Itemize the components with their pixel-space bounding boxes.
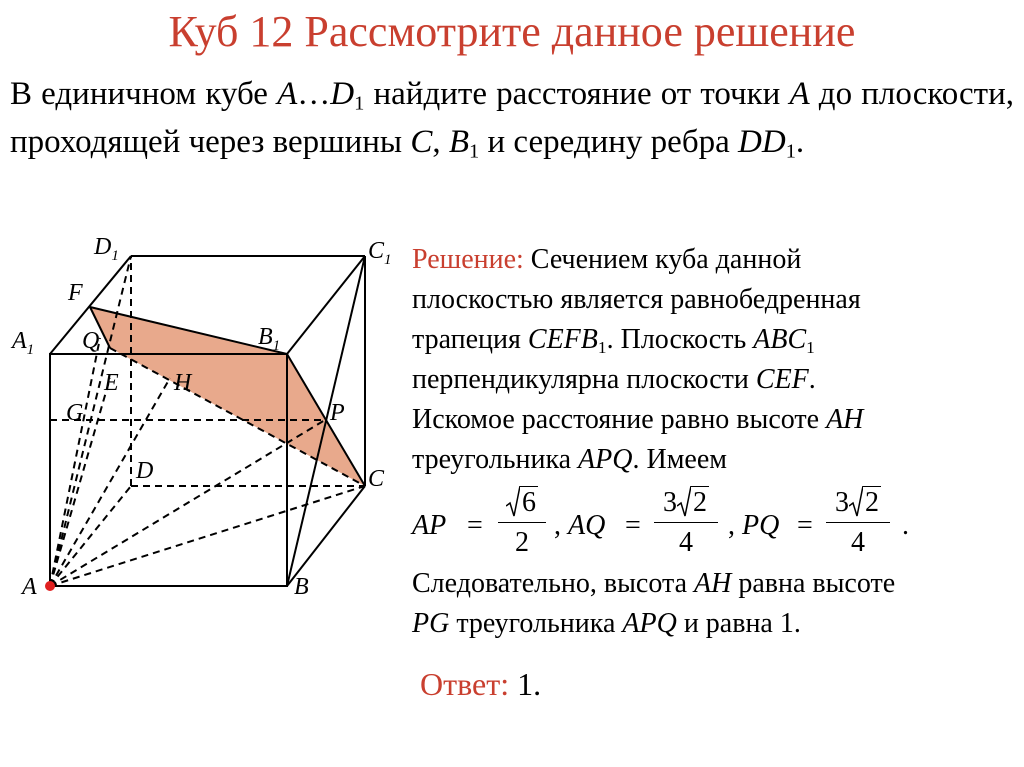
solution-line: плоскостью является равнобедренная bbox=[412, 284, 861, 315]
page-title: Куб 12 Рассмотрите данное решение bbox=[168, 7, 856, 56]
label-c1: $C_1$ bbox=[368, 238, 392, 268]
sqrt bbox=[849, 484, 881, 522]
distance-formula bbox=[412, 484, 1012, 562]
solution-var: CEFB bbox=[527, 324, 598, 355]
point-a-marker bbox=[45, 581, 55, 591]
fraction-denominator: 4 bbox=[679, 527, 693, 558]
solution-var: AH bbox=[694, 568, 732, 599]
answer-colon: : bbox=[500, 666, 510, 702]
problem-var: DD bbox=[738, 124, 786, 160]
label-p: P bbox=[330, 400, 345, 426]
problem-text: . bbox=[795, 124, 805, 160]
fraction-denominator: 4 bbox=[851, 527, 865, 558]
fraction-aq bbox=[654, 484, 718, 561]
fraction-denominator: 2 bbox=[515, 527, 529, 558]
fraction-numerator bbox=[498, 484, 546, 522]
solution-text-part: Следовательно, высота bbox=[412, 568, 694, 599]
label-g: G bbox=[66, 400, 84, 426]
label-b: B bbox=[294, 574, 309, 600]
sqrt bbox=[506, 484, 538, 522]
line-a-q bbox=[50, 338, 100, 586]
solution-text-part: треугольника bbox=[449, 608, 623, 639]
label-f: F bbox=[68, 280, 83, 306]
solution-line bbox=[412, 604, 1012, 644]
answer-value: 1. bbox=[509, 666, 542, 702]
sqrt bbox=[677, 484, 709, 522]
fraction-ap bbox=[498, 484, 546, 561]
answer-label: Ответ bbox=[420, 666, 501, 702]
problem-statement bbox=[10, 70, 1014, 166]
problem-subscript: 1 bbox=[354, 92, 365, 115]
problem-var: D bbox=[330, 76, 355, 112]
solution-line bbox=[412, 564, 1012, 604]
cube-figure bbox=[0, 228, 405, 613]
solution-subscript: 1 bbox=[597, 337, 607, 357]
line-a-c bbox=[50, 486, 365, 586]
coefficient: 3 bbox=[663, 487, 677, 518]
formula-eq: = bbox=[625, 510, 641, 541]
solution-var: AH bbox=[826, 404, 864, 435]
solution-label: Решение bbox=[412, 244, 517, 275]
problem-text: найдите расстояние от точки bbox=[364, 76, 790, 112]
label-c: C bbox=[368, 466, 385, 492]
formula-aq: AQ bbox=[568, 510, 606, 541]
radicand: 6 bbox=[522, 487, 536, 518]
problem-var: C bbox=[410, 124, 433, 160]
solution-var: APQ bbox=[578, 444, 633, 475]
problem-var: B bbox=[448, 124, 470, 160]
label-a1: $A_1$ bbox=[12, 328, 35, 358]
formula-dot: . bbox=[902, 510, 909, 541]
solution-text-part: Искомое расстояние равно высоте bbox=[412, 404, 827, 435]
solution-var: APQ bbox=[622, 608, 677, 639]
solution-line bbox=[412, 440, 1012, 480]
label-d: D bbox=[136, 458, 154, 484]
solution-text bbox=[412, 240, 1012, 644]
solution-text-part: треугольника bbox=[412, 444, 579, 475]
solution-var: PG bbox=[412, 608, 450, 639]
label-q: Q bbox=[82, 328, 100, 354]
solution-line bbox=[412, 360, 1012, 400]
solution-line bbox=[412, 400, 1012, 440]
problem-text: , bbox=[432, 124, 449, 160]
solution-text-part: трапеция bbox=[412, 324, 528, 355]
solution-text-part: . Имеем bbox=[632, 444, 727, 475]
label-d1: $D_1$ bbox=[94, 234, 119, 264]
problem-text: … bbox=[297, 76, 331, 112]
solution-colon: : bbox=[516, 244, 524, 275]
label-b1: $B_1$ bbox=[258, 324, 281, 354]
solution-line bbox=[412, 240, 1012, 280]
formula-comma: , bbox=[554, 510, 561, 541]
fraction-numerator bbox=[654, 484, 718, 522]
problem-subscript: 1 bbox=[469, 140, 480, 163]
problem-var: A bbox=[277, 76, 298, 112]
solution-text-part: перпендикулярна плоскости bbox=[412, 364, 756, 395]
solution-var: ABC bbox=[753, 324, 807, 355]
coefficient: 3 bbox=[835, 487, 849, 518]
problem-text: и серединy ребра bbox=[479, 124, 739, 160]
radicand: 2 bbox=[865, 487, 879, 518]
problem-var: A bbox=[789, 76, 810, 112]
radicand: 2 bbox=[693, 487, 707, 518]
solution-subscript: 1 bbox=[806, 337, 815, 357]
formula-ap: AP bbox=[412, 510, 447, 541]
problem-subscript: 1 bbox=[785, 140, 796, 163]
formula-eq: = bbox=[467, 510, 483, 541]
formula-comma: , bbox=[728, 510, 735, 541]
problem-text: до плоскости, проходящей через вершины bbox=[10, 76, 1014, 160]
fraction-numerator bbox=[826, 484, 890, 522]
formula-eq: = bbox=[797, 510, 813, 541]
problem-text: В единичном кубе bbox=[10, 76, 278, 112]
fraction-pq bbox=[826, 484, 890, 561]
solution-line bbox=[412, 320, 1012, 360]
solution-text-part: . Плоскость bbox=[606, 324, 754, 355]
solution-text-part: и равна 1. bbox=[676, 608, 801, 639]
label-a: A bbox=[22, 574, 37, 600]
label-e: E bbox=[104, 370, 119, 396]
solution-text-part: . bbox=[808, 364, 816, 395]
label-h: H bbox=[174, 370, 192, 396]
formula-pq: PQ bbox=[742, 510, 780, 541]
solution-var: CEF bbox=[755, 364, 809, 395]
answer bbox=[420, 664, 541, 704]
solution-text-part: равна высоте bbox=[731, 568, 896, 599]
solution-text-part: Сечением куба данной bbox=[523, 244, 802, 275]
